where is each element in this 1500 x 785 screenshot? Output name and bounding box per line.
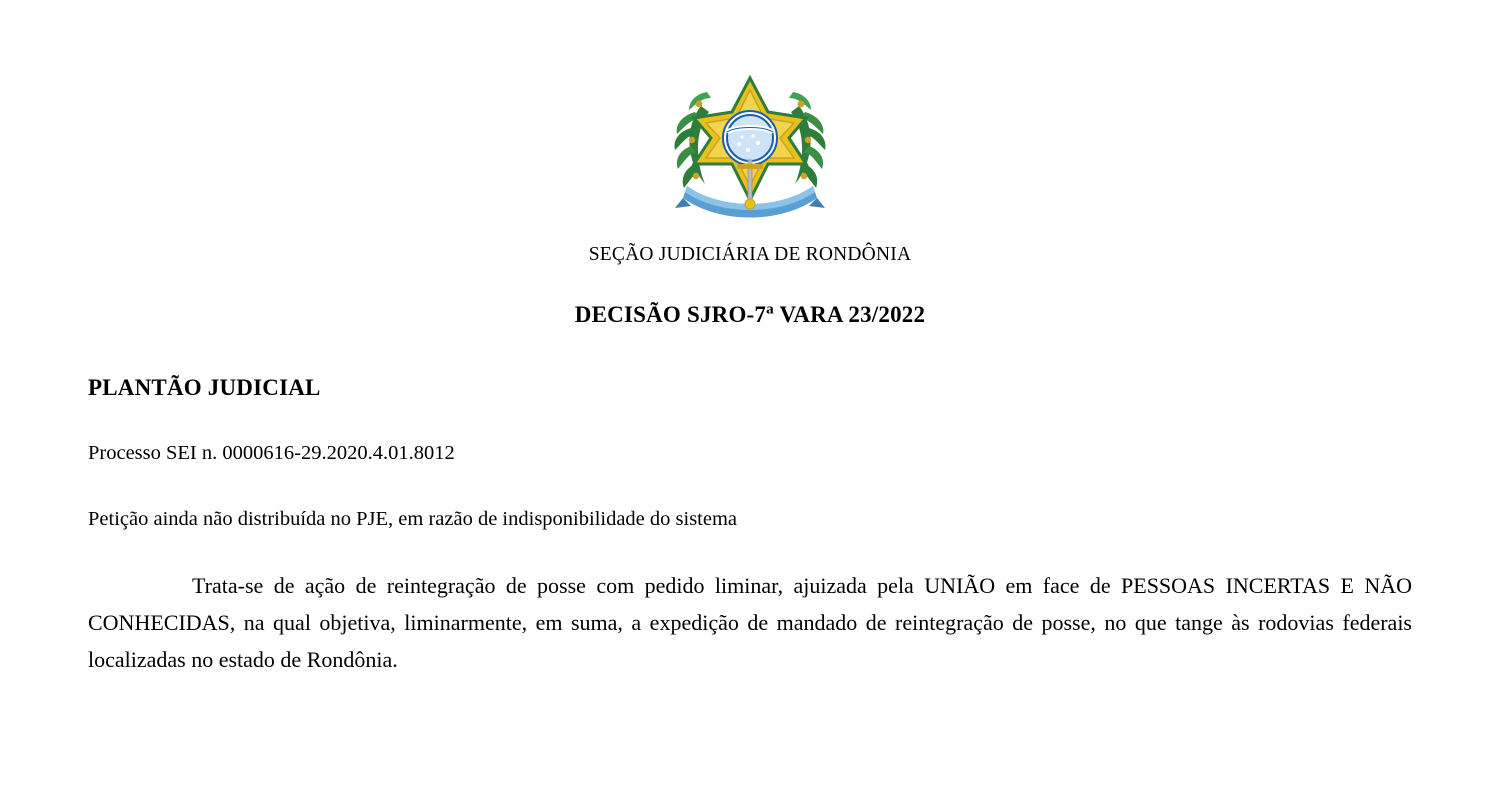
- document-title-suffix: VARA 23/2022: [773, 302, 926, 327]
- document-title: [88, 302, 1412, 328]
- section-title: PLANTÃO JUDICIAL: [88, 375, 321, 400]
- process-number-line: Processo SEI n. 0000616-29.2020.4.01.8012: [88, 442, 455, 464]
- crest-container: [88, 0, 1412, 228]
- organization-line: SEÇÃO JUDICIÁRIA DE RONDÔNIA: [588, 244, 912, 265]
- brazil-coat-of-arms-icon: [665, 68, 835, 228]
- document-title-prefix: DECISÃO SJRO-7: [574, 302, 767, 327]
- body-paragraph: Trata-se de ação de reintegração de posse com pedido liminar, ajuizada pela UNIÃO em face de PESSOAS INCERTAS E NÃO CONHECIDAS, na qual objetiva, liminarmente, em suma, a expedição de mandado de reintegração de posse, no que tange às rodovias federais localizadas no estado de Rondônia.: [88, 573, 1412, 672]
- status-note-line: Petição ainda não distribuída no PJE, em razão de indisponibilidade do sistema: [88, 508, 738, 530]
- document-title-ordinal: a: [766, 300, 774, 318]
